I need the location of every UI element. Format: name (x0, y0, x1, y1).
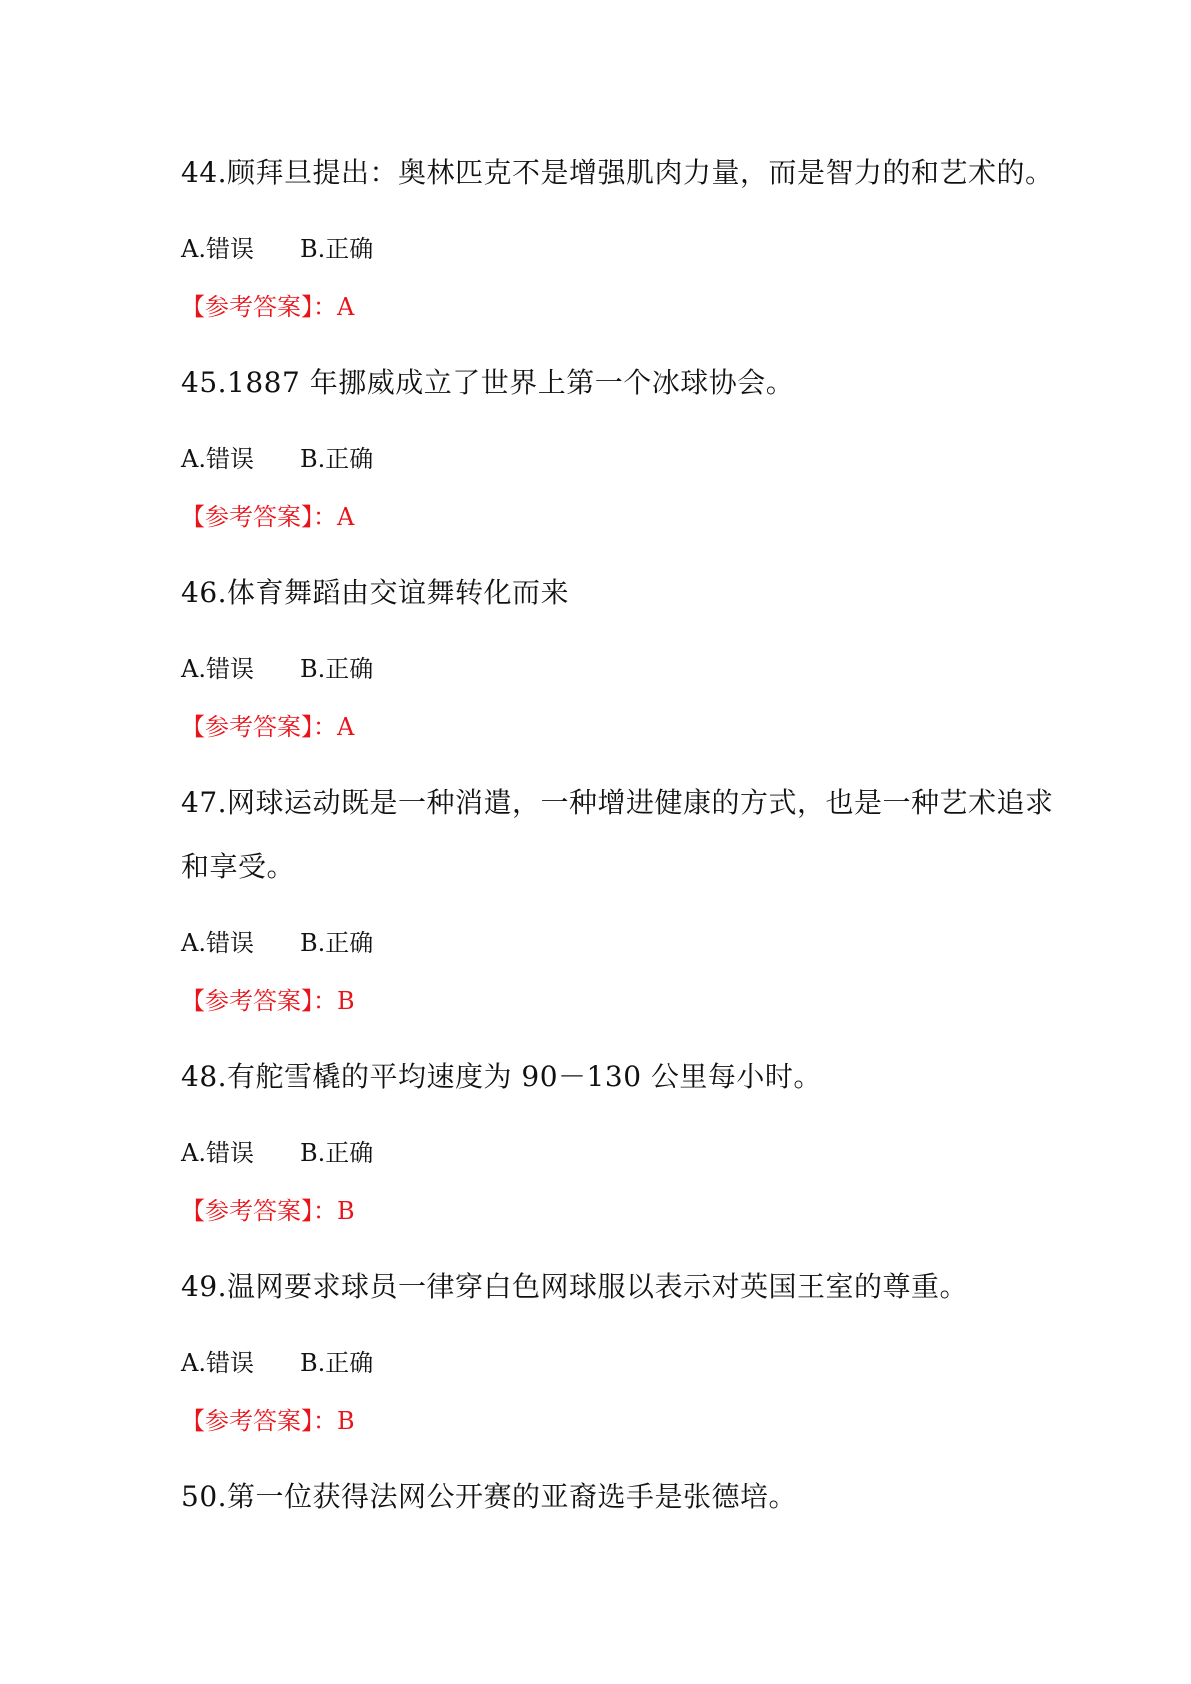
question-46-answer (181, 712, 354, 742)
option-a: A.错误 (181, 655, 254, 683)
option-b: B.正确 (299, 655, 374, 683)
answer-label: 【参考答案】： (181, 1197, 337, 1225)
answer-value: B (337, 1407, 355, 1435)
question-44-answer (181, 292, 354, 322)
option-a: A.错误 (181, 1139, 254, 1167)
answer-value: B (337, 1197, 355, 1225)
answer-value: B (337, 987, 355, 1015)
question-46-text: 46.体育舞蹈由交谊舞转化而来 (181, 576, 570, 609)
answer-label: 【参考答案】： (181, 1407, 337, 1435)
question-45-options (181, 444, 373, 474)
option-b: B.正确 (299, 235, 374, 263)
answer-label: 【参考答案】： (181, 503, 337, 531)
question-49-text: 49.温网要求球员一律穿白色网球服以表示对英国王室的尊重。 (181, 1270, 969, 1303)
question-47-text-continued: 和享受。 (181, 850, 296, 883)
answer-value: A (337, 293, 355, 321)
question-50-text: 50.第一位获得法网公开赛的亚裔选手是张德培。 (181, 1480, 798, 1513)
answer-label: 【参考答案】： (181, 987, 337, 1015)
answer-value: A (337, 713, 355, 741)
option-b: B.正确 (299, 1139, 374, 1167)
option-a: A.错误 (181, 1349, 254, 1377)
question-45-text: 45.1887 年挪威成立了世界上第一个冰球协会。 (181, 366, 795, 399)
question-44-text: 44.顾拜旦提出：奥林匹克不是增强肌肉力量，而是智力的和艺术的。 (181, 156, 1054, 189)
option-a: A.错误 (181, 445, 254, 473)
option-b: B.正确 (299, 929, 374, 957)
option-a: A.错误 (181, 929, 254, 957)
question-48-text: 48.有舵雪橇的平均速度为 90－130 公里每小时。 (181, 1060, 822, 1093)
question-47-answer (181, 986, 355, 1016)
question-47-text: 47.网球运动既是一种消遣，一种增进健康的方式，也是一种艺术追求 (181, 786, 1054, 819)
answer-value: A (337, 503, 355, 531)
option-b: B.正确 (299, 445, 374, 473)
answer-label: 【参考答案】： (181, 293, 337, 321)
question-46-options (181, 654, 373, 684)
question-49-answer (181, 1406, 355, 1436)
question-44-options (181, 234, 373, 264)
question-49-options (181, 1348, 373, 1378)
question-48-options (181, 1138, 373, 1168)
answer-label: 【参考答案】： (181, 713, 337, 741)
option-a: A.错误 (181, 235, 254, 263)
question-48-answer (181, 1196, 355, 1226)
question-45-answer (181, 502, 354, 532)
question-47-options (181, 928, 373, 958)
option-b: B.正确 (299, 1349, 374, 1377)
